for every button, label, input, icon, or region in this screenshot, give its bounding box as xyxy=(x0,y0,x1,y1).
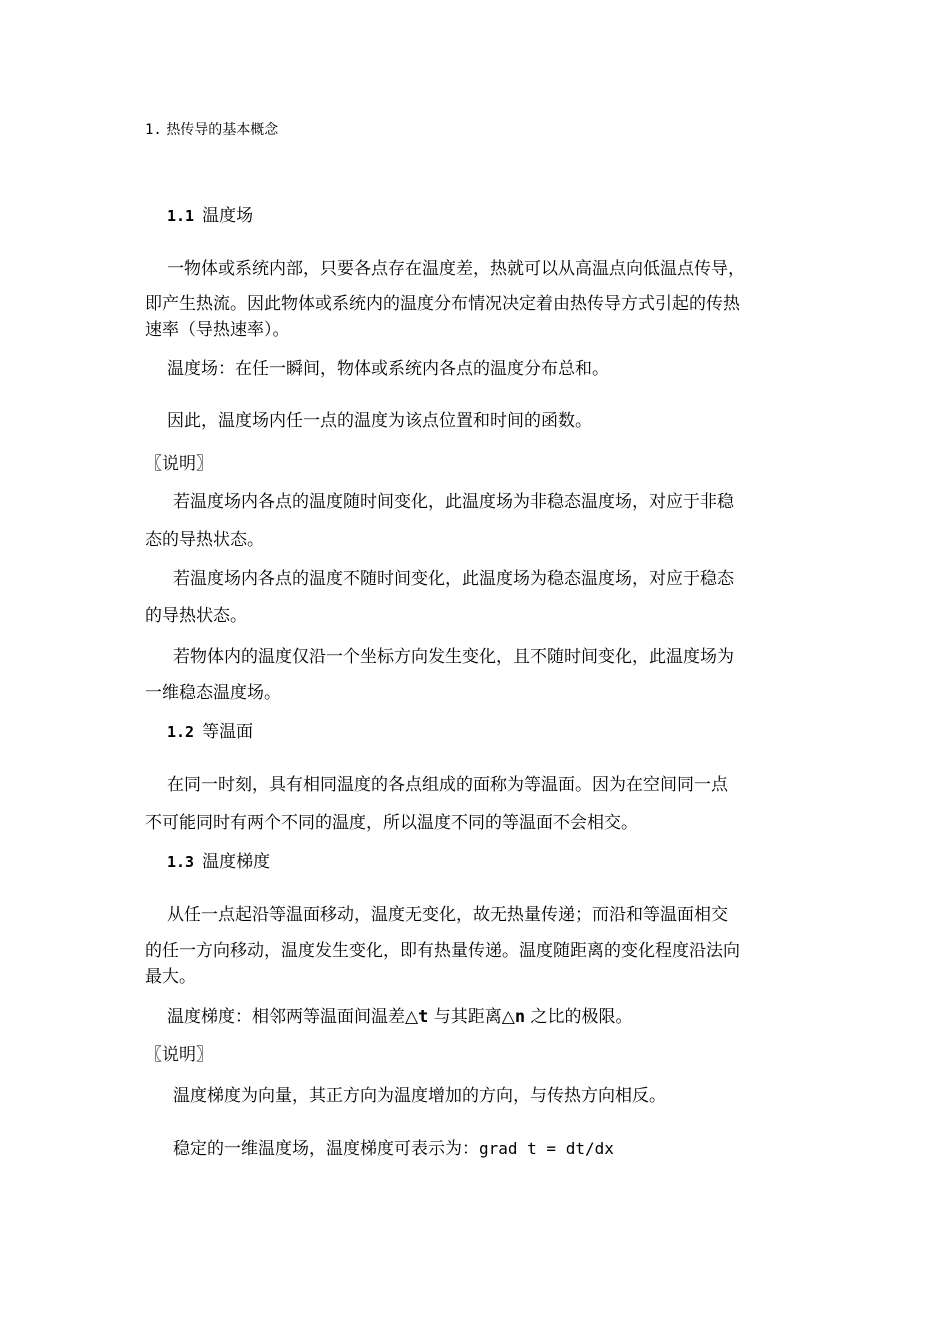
section-title: 温度梯度 xyxy=(202,852,271,872)
note-line: 若温度场内各点的温度随时间变化，此温度场为非稳态温度场，对应于非稳 xyxy=(173,492,734,512)
note-label: 〖说明〗 xyxy=(145,454,213,474)
gradient-formula: grad t = dt/dx xyxy=(479,1139,614,1158)
definition-text: 之比的极限。 xyxy=(525,1007,633,1027)
section-number: 1.2 xyxy=(167,723,195,741)
section-heading-1-2 xyxy=(167,720,253,744)
definition-line xyxy=(167,1005,632,1029)
paragraph-line: 在同一时刻，具有相同温度的各点组成的面称为等温面。因为在空间同一点 xyxy=(167,775,728,795)
definition-line: 温度场：在任一瞬间，物体或系统内各点的温度分布总和。 xyxy=(167,359,609,379)
paragraph-line: 因此，温度场内任一点的温度为该点位置和时间的函数。 xyxy=(167,411,592,431)
note-text: 稳定的一维温度场，温度梯度可表示为： xyxy=(173,1139,479,1159)
paragraph-line: 不可能同时有两个不同的温度，所以温度不同的等温面不会相交。 xyxy=(145,813,638,833)
title-number: 1. xyxy=(145,122,162,138)
paragraph-line: 的任一方向移动，温度发生变化，即有热量传递。温度随距离的变化程度沿法向 xyxy=(145,941,740,961)
section-heading-1-1 xyxy=(167,204,253,228)
paragraph-line: 速率（导热速率）。 xyxy=(145,320,290,340)
section-number: 1.3 xyxy=(167,853,195,871)
note-line: 一维稳态温度场。 xyxy=(145,683,281,703)
note-line: 态的导热状态。 xyxy=(145,530,264,550)
note-line: 温度梯度为向量，其正方向为温度增加的方向，与传热方向相反。 xyxy=(173,1086,666,1106)
note-line xyxy=(173,1137,614,1161)
document-title xyxy=(145,118,278,142)
symbol-n: n xyxy=(514,1007,526,1027)
paragraph-line: 从任一点起沿等温面移动，温度无变化，故无热量传递；而沿和等温面相交 xyxy=(167,905,728,925)
paragraph-line: 一物体或系统内部，只要各点存在温度差，热就可以从高温点向低温点传导， xyxy=(167,259,745,279)
definition-text: 温度梯度：相邻两等温面间温差△ xyxy=(167,1007,419,1027)
section-title: 等温面 xyxy=(202,722,254,742)
note-line: 若温度场内各点的温度不随时间变化，此温度场为稳态温度场，对应于稳态 xyxy=(173,569,734,589)
definition-text: 与其距离△ xyxy=(428,1007,515,1027)
title-text: 热传导的基本概念 xyxy=(166,122,279,138)
section-heading-1-3 xyxy=(167,850,270,874)
section-title: 温度场 xyxy=(202,206,254,226)
symbol-t: t xyxy=(418,1007,429,1027)
section-number: 1.1 xyxy=(167,207,195,225)
note-line: 的导热状态。 xyxy=(145,606,247,626)
paragraph-line: 最大。 xyxy=(145,967,196,987)
note-label: 〖说明〗 xyxy=(145,1045,213,1065)
paragraph-line: 即产生热流。因此物体或系统内的温度分布情况决定着由热传导方式引起的传热 xyxy=(145,294,740,314)
note-line: 若物体内的温度仅沿一个坐标方向发生变化，且不随时间变化，此温度场为 xyxy=(173,647,734,667)
